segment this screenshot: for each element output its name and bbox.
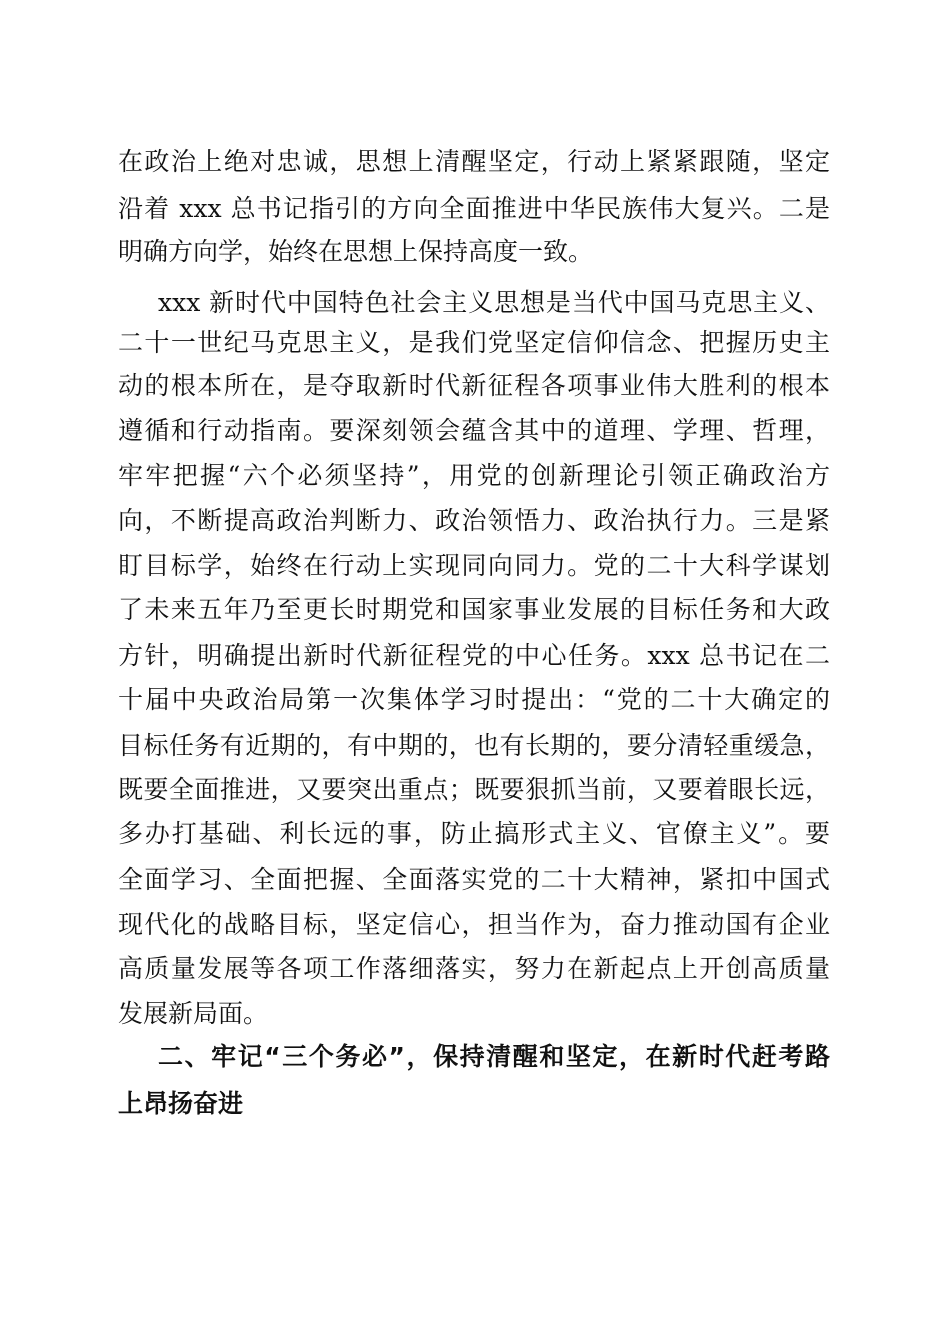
paragraph-line: 高质量发展等各项工作落细落实，努力在新起点上开创高质量: [118, 954, 830, 983]
paragraph-line: 动的根本所在，是夺取新时代新征程各项事业伟大胜利的根本: [118, 371, 830, 400]
paragraph-line: 二十一世纪马克思主义，是我们党坚定信仰信念、把握历史主: [118, 328, 830, 357]
paragraph-line: 盯目标学，始终在行动上实现同向同力。党的二十大科学谋划: [118, 551, 830, 580]
paragraph-line: 牢牢把握“六个必须坚持”，用党的创新理论引领正确政治方: [118, 461, 830, 490]
paragraph-line: 目标任务有近期的，有中期的，也有长期的，要分清轻重缓急，: [118, 731, 830, 760]
section-heading-line: 二、牢记“三个务必”，保持清醒和坚定，在新时代赶考路: [158, 1042, 830, 1071]
paragraph-line: 了未来五年乃至更长时期党和国家事业发展的目标任务和大政: [118, 595, 830, 624]
paragraph-line: 遵循和行动指南。要深刻领会蕴含其中的道理、学理、哲理，: [118, 416, 830, 445]
paragraph-line: 向，不断提高政治判断力、政治领悟力、政治执行力。三是紧: [118, 506, 830, 535]
paragraph-line: 十届中央政治局第一次集体学习时提出：“党的二十大确定的: [118, 685, 830, 714]
section-heading-line: 上昂扬奋进: [118, 1089, 244, 1118]
paragraph-line: 明确方向学，始终在思想上保持高度一致。: [118, 237, 594, 266]
paragraph-line: 全面学习、全面把握、全面落实党的二十大精神，紧扣中国式: [118, 865, 830, 894]
paragraph-line: 方针，明确提出新时代新征程党的中心任务。xxx 总书记在二: [118, 641, 830, 670]
paragraph-line: 现代化的战略目标，坚定信心，担当作为，奋力推动国有企业: [118, 910, 830, 939]
paragraph-line: 多办打基础、利长远的事，防止搞形式主义、官僚主义”。要: [118, 819, 830, 848]
paragraph-line: xxx 新时代中国特色社会主义思想是当代中国马克思主义、: [158, 288, 830, 317]
paragraph-line: 在政治上绝对忠诚，思想上清醒坚定，行动上紧紧跟随，坚定: [118, 147, 830, 176]
paragraph-line: 既要全面推进，又要突出重点；既要狠抓当前，又要着眼长远，: [118, 775, 830, 804]
paragraph-line: 沿着 xxx 总书记指引的方向全面推进中华民族伟大复兴。二是: [118, 194, 830, 223]
paragraph-line: 发展新局面。: [118, 999, 269, 1028]
